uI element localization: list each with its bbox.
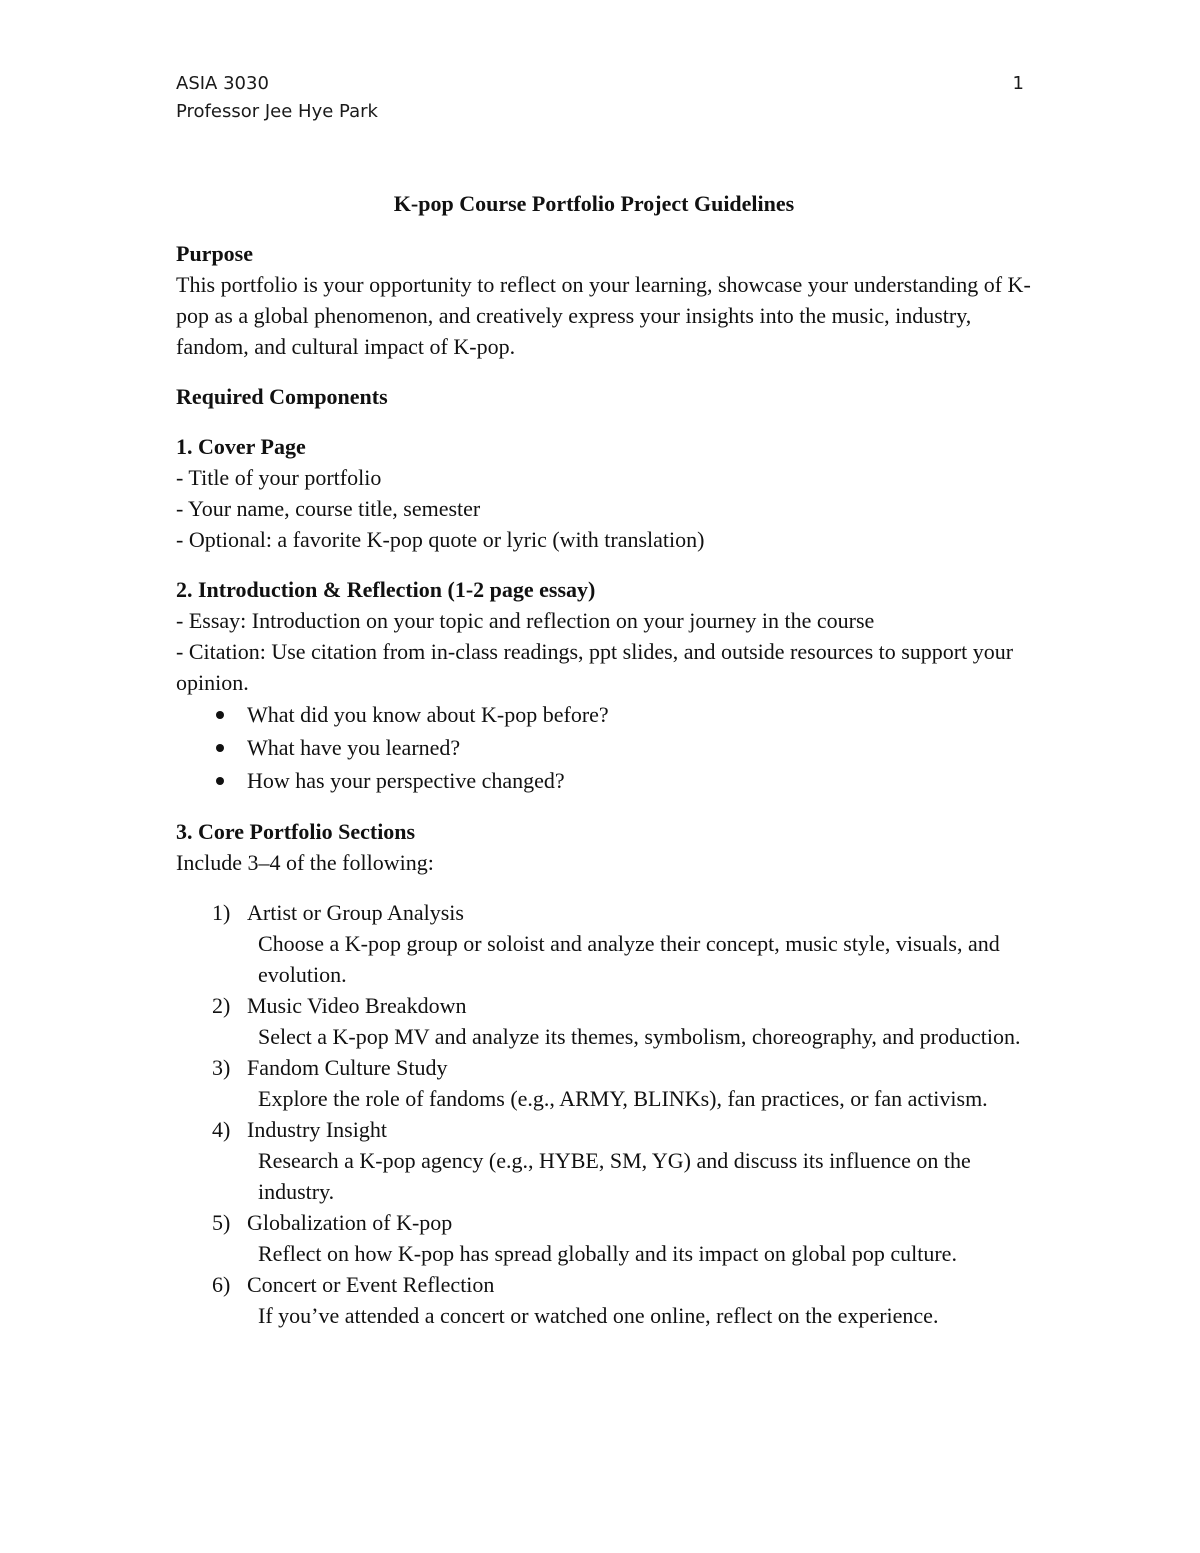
list-item: What have you learned? bbox=[176, 731, 1036, 764]
list-item: 3) Fandom Culture Study Explore the role of fandoms (e.g., ARMY, BLINKs), fan practices, or fan activism. bbox=[176, 1052, 1036, 1114]
core-item-title: Globalization of K-pop bbox=[247, 1210, 453, 1235]
list-item: How has your perspective changed? bbox=[176, 764, 1036, 797]
intro-essay: - Essay: Introduction on your topic and reflection on your journey in the course bbox=[176, 608, 875, 633]
list-item: 2) Music Video Breakdown Select a K-pop MV and analyze its themes, symbolism, choreography, and production. bbox=[176, 990, 1036, 1052]
list-item: What did you know about K-pop before? bbox=[176, 698, 1036, 731]
intro-citation: - Citation: Use citation from in-class readings, ppt slides, and outside resources to support your opinion. bbox=[176, 639, 1014, 695]
core-item-desc: Explore the role of fandoms (e.g., ARMY, BLINKs), fan practices, or fan activism. bbox=[258, 1086, 988, 1111]
document-title: K-pop Course Portfolio Project Guidelines bbox=[393, 191, 795, 216]
list-item: 6) Concert or Event Reflection If you’ve attended a concert or watched one online, reflect on the experience. bbox=[176, 1269, 1036, 1331]
cover-item: - Optional: a favorite K-pop quote or lyric (with translation) bbox=[176, 527, 705, 552]
core-item-title: Music Video Breakdown bbox=[247, 993, 467, 1018]
core-item-title: Artist or Group Analysis bbox=[247, 900, 464, 925]
document-body bbox=[176, 188, 1036, 1331]
core-sections-list bbox=[176, 897, 1036, 1331]
core-item-desc: Select a K-pop MV and analyze its themes, symbolism, choreography, and production. bbox=[258, 1024, 1021, 1049]
cover-page-heading: 1. Cover Page bbox=[176, 434, 306, 459]
core-item-desc: Reflect on how K-pop has spread globally and its impact on global pop culture. bbox=[258, 1241, 957, 1266]
core-item-title: Concert or Event Reflection bbox=[247, 1272, 495, 1297]
purpose-text: This portfolio is your opportunity to reflect on your learning, showcase your understanding of K-pop as a global phenomenon, and creatively express your insights into the music, industry, fandom, and cultural impact of K-pop. bbox=[176, 272, 1031, 359]
list-item: 5) Globalization of K-pop Reflect on how K-pop has spread globally and its impact on global pop culture. bbox=[176, 1207, 1036, 1269]
core-item-desc: Research a K-pop agency (e.g., HYBE, SM, YG) and discuss its influence on the industry. bbox=[258, 1148, 971, 1204]
purpose-heading: Purpose bbox=[176, 241, 253, 266]
list-item: 1) Artist or Group Analysis Choose a K-pop group or soloist and analyze their concept, music style, visuals, and evolution. bbox=[176, 897, 1036, 990]
course-code: ASIA 3030 bbox=[176, 73, 269, 94]
core-sections-heading: 3. Core Portfolio Sections bbox=[176, 819, 416, 844]
bullet-icon bbox=[216, 711, 224, 719]
bullet-icon bbox=[216, 777, 224, 785]
cover-item: - Title of your portfolio bbox=[176, 465, 382, 490]
list-item: 4) Industry Insight Research a K-pop agency (e.g., HYBE, SM, YG) and discuss its influence on the industry. bbox=[176, 1114, 1036, 1207]
professor-name: Professor Jee Hye Park bbox=[176, 101, 378, 122]
page-header bbox=[176, 70, 1024, 126]
core-item-title: Fandom Culture Study bbox=[247, 1055, 448, 1080]
core-intro: Include 3–4 of the following: bbox=[176, 850, 434, 875]
core-item-desc: If you’ve attended a concert or watched one online, reflect on the experience. bbox=[258, 1303, 939, 1328]
required-components-heading: Required Components bbox=[176, 384, 388, 409]
core-item-desc: Choose a K-pop group or soloist and analyze their concept, music style, visuals, and evolution. bbox=[258, 931, 1000, 987]
intro-heading: 2. Introduction & Reflection (1-2 page essay) bbox=[176, 577, 596, 602]
page-number: 1 bbox=[1012, 73, 1024, 94]
core-item-title: Industry Insight bbox=[247, 1117, 387, 1142]
bullet-icon bbox=[216, 744, 224, 752]
reflection-questions bbox=[176, 698, 1036, 797]
cover-item: - Your name, course title, semester bbox=[176, 496, 481, 521]
